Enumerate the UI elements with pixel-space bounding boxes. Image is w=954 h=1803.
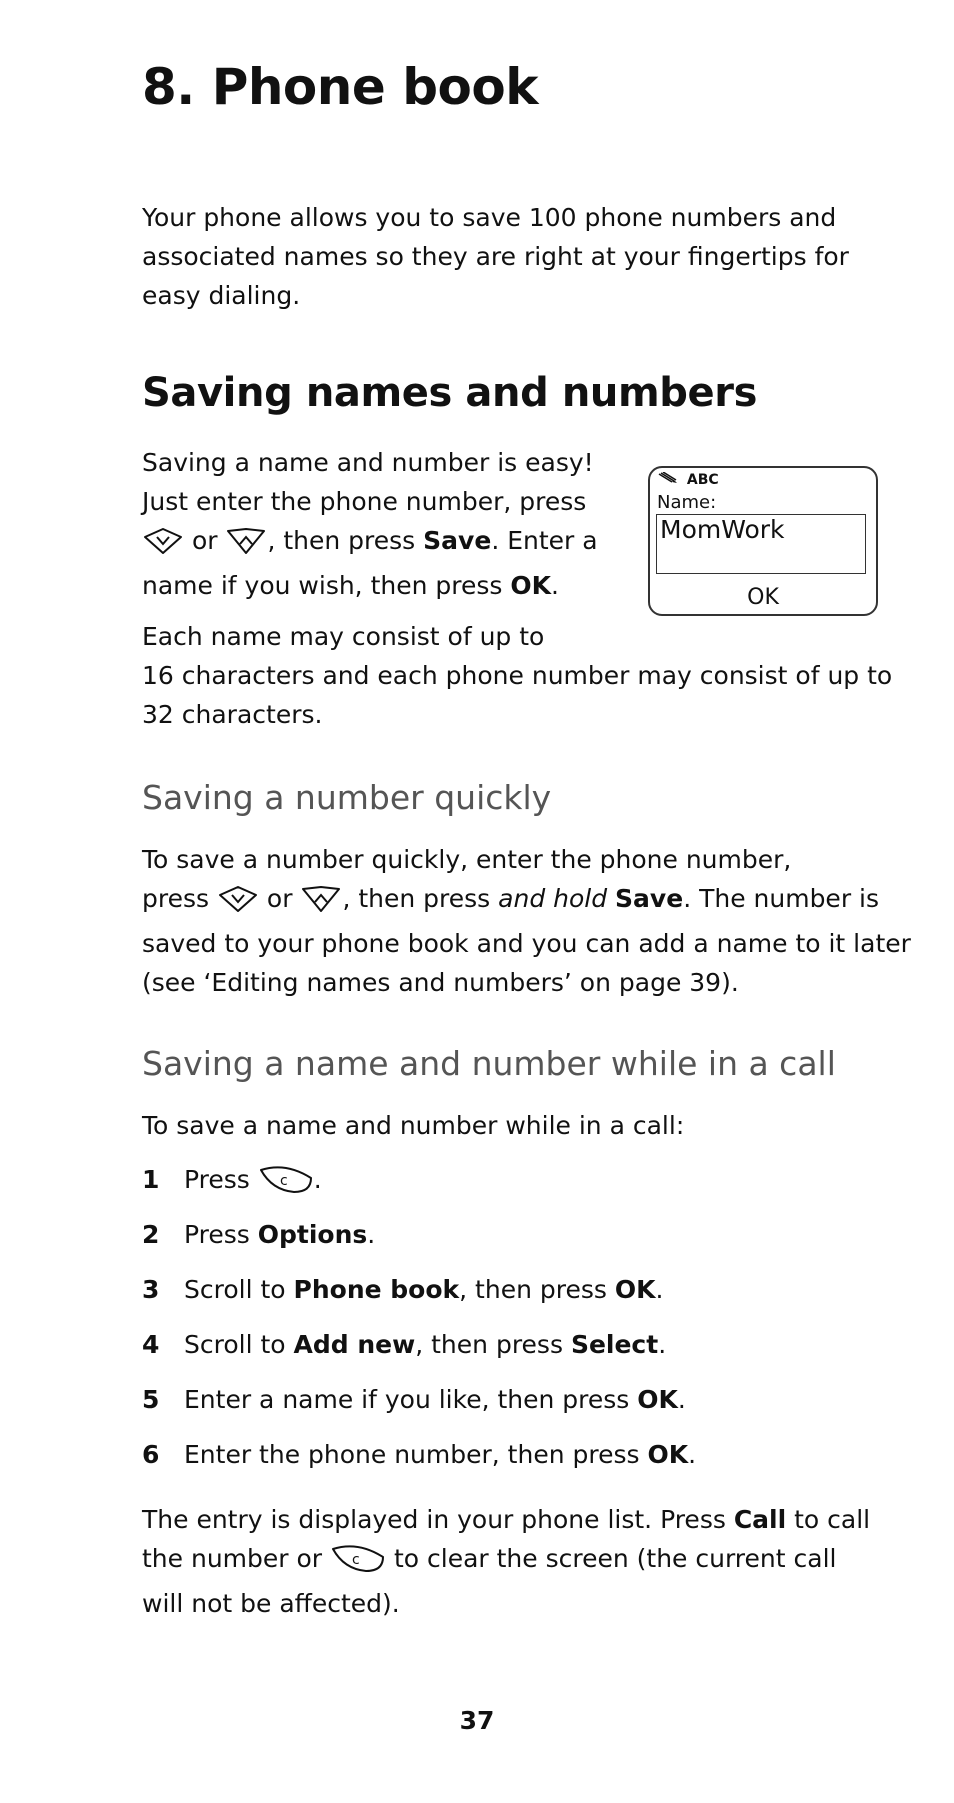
step-text: . [655,1275,664,1304]
step-item [142,1215,375,1254]
step-bold: Phone book [293,1275,460,1304]
quick-line: saved to your phone book and you can add a name to it later [142,929,911,958]
or-text: or [258,884,301,913]
then-press-text: , then press [342,884,499,913]
step-text: . [677,1385,686,1414]
step-text: , then press [415,1330,571,1359]
page-number: 37 [459,1706,495,1735]
step-text: Scroll to [184,1330,294,1359]
saving-line [142,566,662,605]
step-bold: Select [570,1330,659,1359]
input-mode-label: ABC [686,472,719,488]
step-bold: Add new [293,1330,416,1359]
step-number: 5 [142,1385,160,1414]
rest-text: . The number is [683,884,880,913]
ok-label: OK [510,571,551,600]
length-line: 16 characters and each phone number may consist of up to [142,661,893,690]
outro-text: to clear the screen (the current call [386,1544,837,1573]
step-bold: OK [614,1275,656,1304]
or-text: or [184,526,226,555]
step-number: 1 [142,1165,160,1194]
save-label: Save [423,526,492,555]
saving-text: name if you wish, then press [142,571,511,600]
svg-text:c: c [279,1173,288,1189]
save-label: Save [615,884,684,913]
saving-line: Just enter the phone number, press [142,487,587,516]
scroll-up-key-icon [300,885,342,924]
step-item [142,1160,322,1205]
quick-line: To save a number quickly, enter the phone number, [142,845,792,874]
step-bold: OK [647,1440,689,1469]
name-field-value: MomWork [660,515,785,544]
space [607,884,615,913]
section-heading-saving: Saving names and numbers [142,370,757,416]
signal-pen-icon [658,472,683,488]
scroll-down-key-icon [217,885,259,924]
clear-key-icon [258,1164,314,1205]
step-text: . [658,1330,667,1359]
step-text: Scroll to [184,1275,294,1304]
step-text: . [367,1220,376,1249]
step-item [142,1270,663,1309]
outro-text: The entry is displayed in your phone list. Press [142,1505,734,1534]
step-text: , then press [459,1275,615,1304]
svg-text:c: c [352,1552,360,1568]
step-number: 2 [142,1220,160,1249]
step-text: Enter the phone number, then press [184,1440,648,1469]
saving-line: Saving a name and number is easy! [142,448,594,477]
and-hold-text: and hold [498,884,608,913]
step-text: . [688,1440,697,1469]
intro-line: associated names so they are right at your fingertips for [142,242,849,271]
call-intro: To save a name and number while in a call: [142,1111,685,1140]
outro-text: to call [786,1505,871,1534]
intro-paragraph [142,198,849,315]
scroll-up-key-icon [225,527,267,566]
step-number: 6 [142,1440,160,1469]
saving-line [142,521,662,566]
step-text: Enter a name if you like, then press [184,1385,638,1414]
quick-line: (see ‘Editing names and numbers’ on page 39). [142,968,739,997]
length-paragraph [142,617,892,734]
step-item [142,1380,686,1419]
quick-line [142,879,911,924]
ok-softkey: OK [747,585,779,610]
step-item [142,1435,696,1474]
step-number: 3 [142,1275,160,1304]
intro-line: easy dialing. [142,281,301,310]
subheading-call: Saving a name and number while in a call [142,1044,836,1083]
press-text: press [142,884,217,913]
length-line: 32 characters. [142,700,323,729]
step-number: 4 [142,1330,160,1359]
quick-paragraph [142,840,911,1002]
name-field-label: Name: [657,492,717,513]
outro-paragraph [142,1500,870,1623]
step-text: Press [184,1165,258,1194]
then-press-text: , then press [267,526,424,555]
outro-line: will not be affected). [142,1589,400,1618]
outro-text: the number or [142,1544,331,1573]
call-label: Call [733,1505,787,1534]
clear-key-icon [330,1543,386,1584]
intro-line: Your phone allows you to save 100 phone numbers and [142,203,837,232]
period: . [551,571,559,600]
step-text: Press [184,1220,258,1249]
outro-line [142,1539,870,1584]
step-bold: Options [257,1220,368,1249]
subheading-quick: Saving a number quickly [142,778,552,817]
scroll-down-key-icon [142,527,184,566]
step-bold: OK [637,1385,678,1414]
length-line: Each name may consist of up to [142,622,545,651]
phone-screen-illustration [648,466,878,616]
status-bar [658,472,719,488]
step-text: . [313,1165,322,1194]
outro-line [142,1500,870,1539]
saving-paragraph [142,443,662,605]
enter-text: . Enter a [491,526,598,555]
chapter-title: 8. Phone book [142,58,538,116]
name-field-box [656,514,866,574]
step-item [142,1325,666,1364]
